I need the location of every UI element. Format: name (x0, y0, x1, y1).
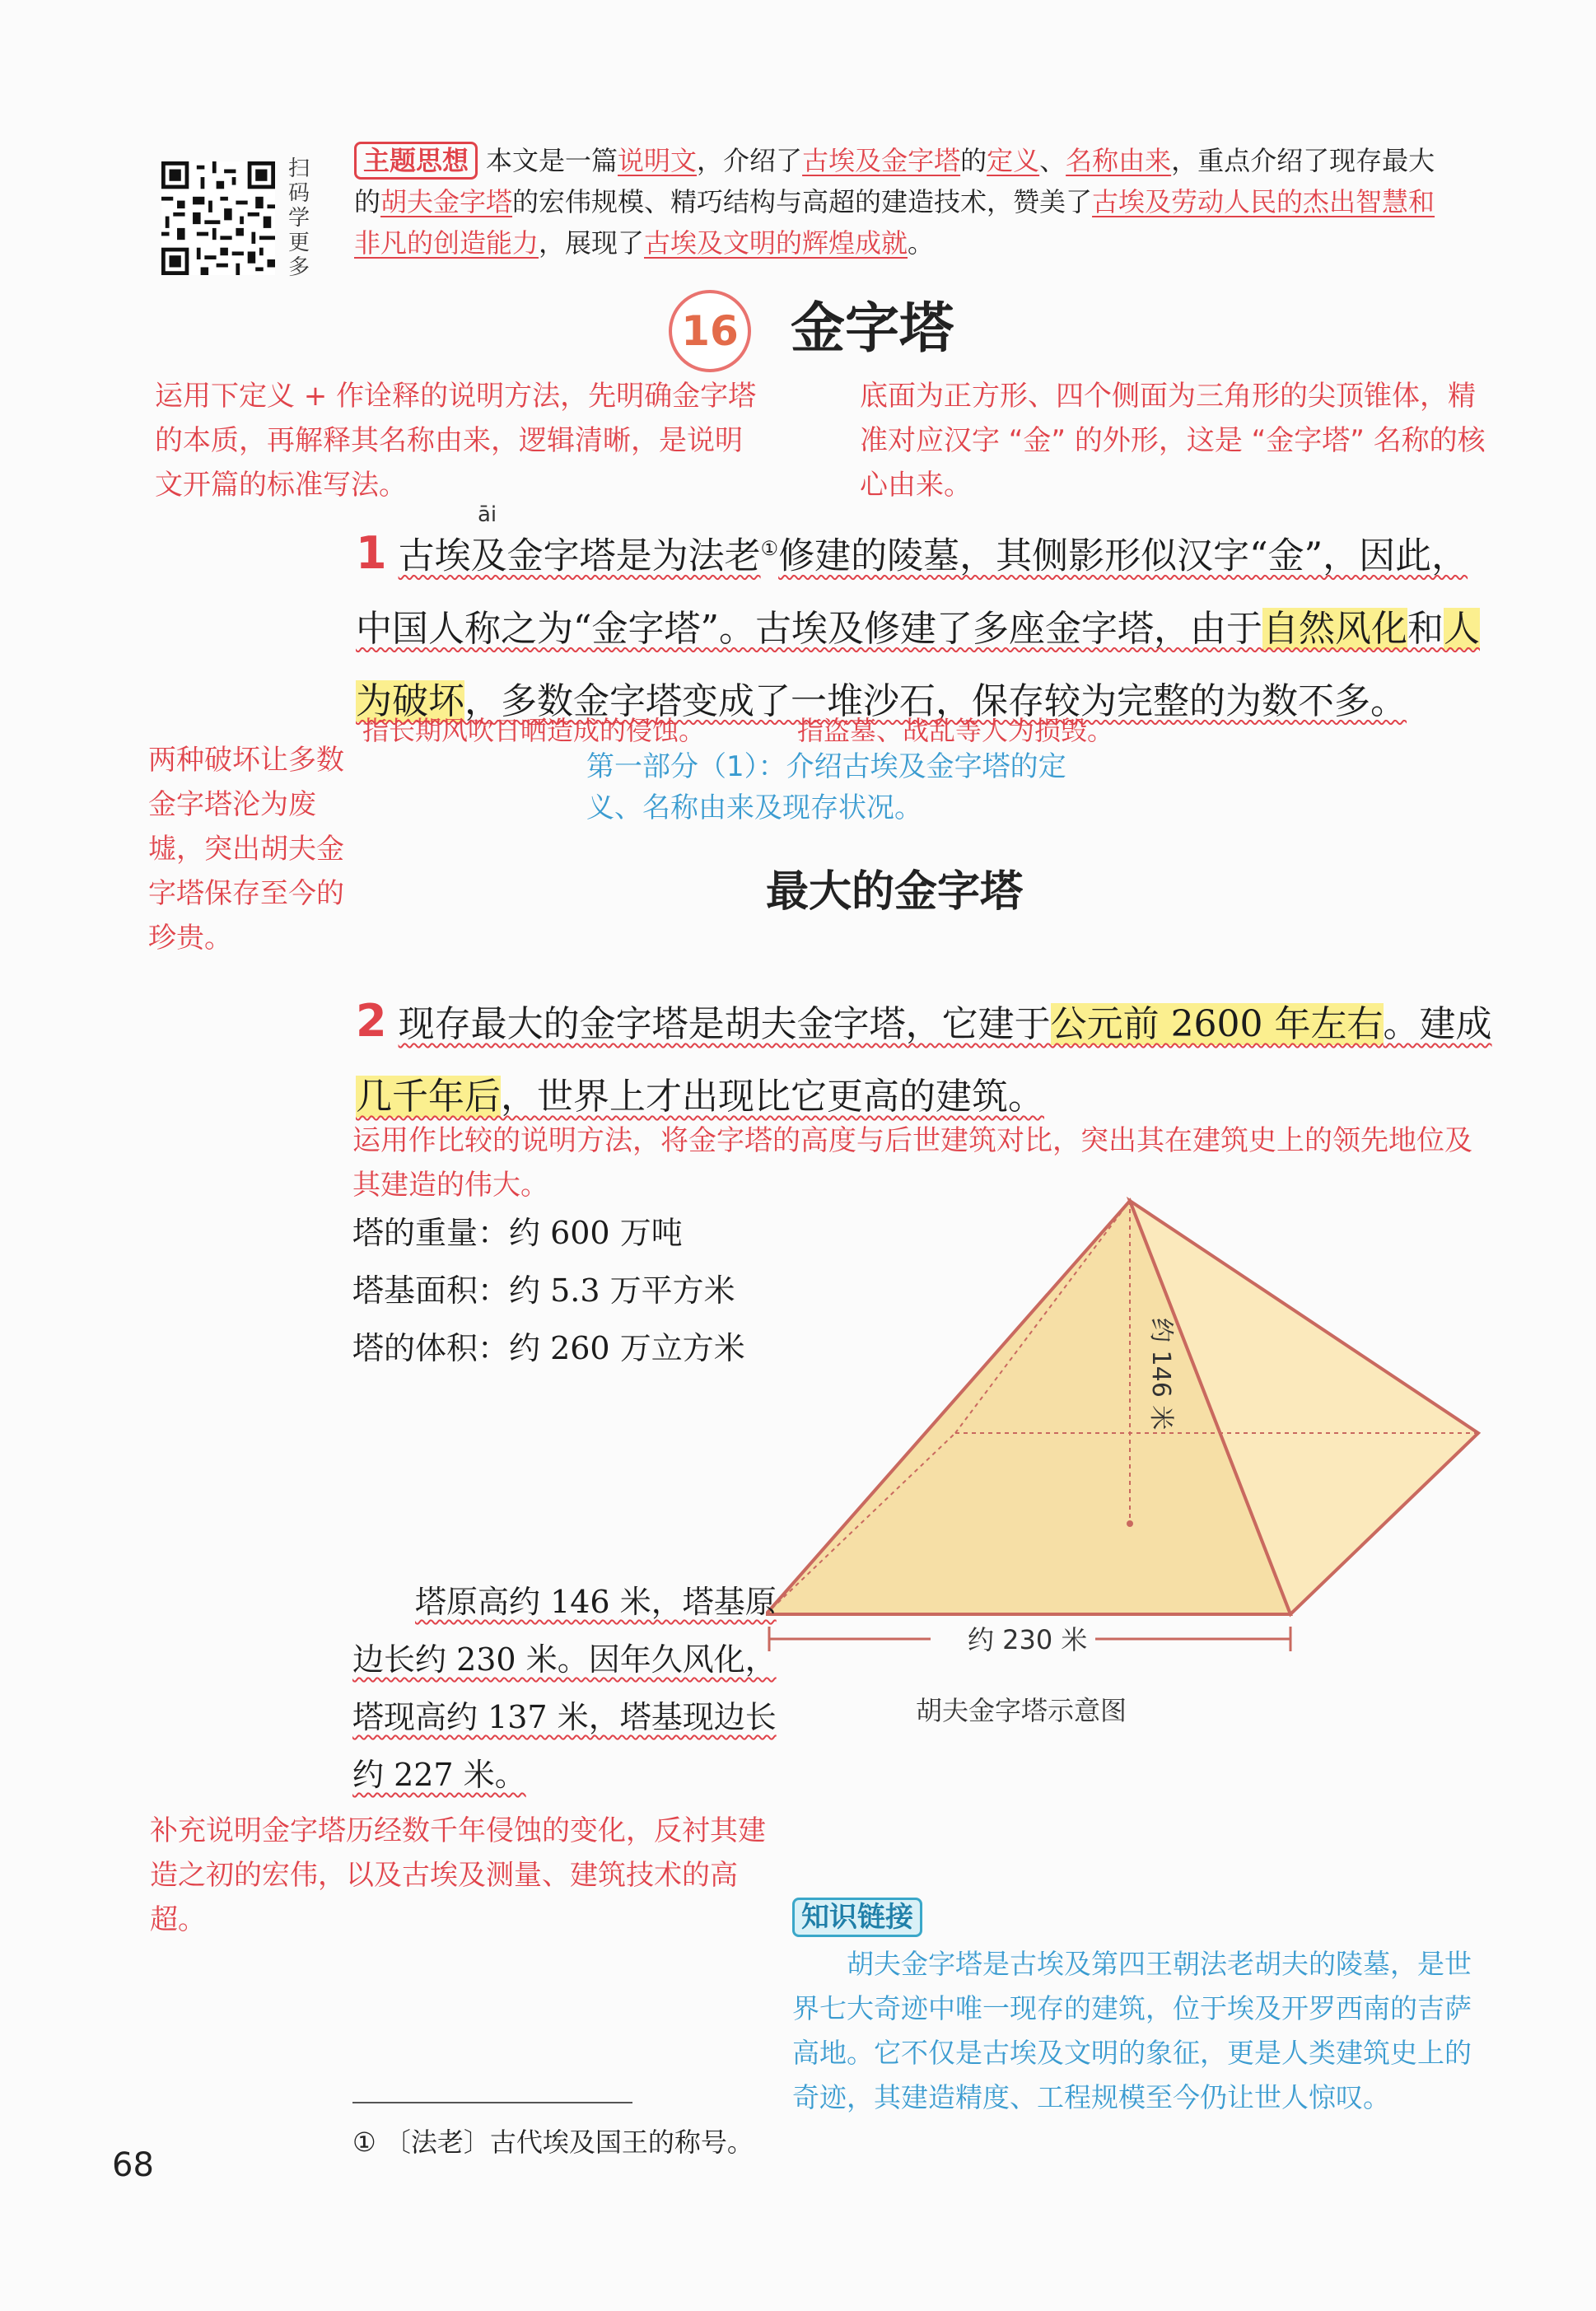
knowledge-link-badge: 知识链接 (792, 1898, 922, 1937)
annotation-supplement: 补充说明金字塔历经数千年侵蚀的变化，反衬其建造之初的宏伟，以及古埃及测量、建筑技术的高超。 (150, 1814, 766, 1936)
footnote-marker: ① (760, 537, 779, 560)
paragraph-1: 1 古埃及金字塔是为法老①修建的陵墓，其侧影形似汉字“金”，因此，中国人称之为“金字塔”。古埃及修建了多座金字塔，由于自然风化和人为破坏，多数金字塔变成了一堆沙石，保存较为完整的为数不多。 (356, 526, 1480, 722)
theme-summary: 主题思想 本文是一篇说明文，介绍了古埃及金字塔的定义、名称由来，重点介绍了现存最大的胡夫金字塔的宏伟规模、精巧结构与高超的建造技术，赞美了古埃及劳动人民的杰出智慧和非凡的创造能力，展现了古埃及文明的辉煌成就。 (354, 140, 1449, 264)
highlight-human-damage: 人为破坏 (356, 607, 1480, 722)
gloss-natural-weathering: 指长期风吹日晒造成的侵蚀。 (362, 715, 706, 746)
paragraph-2: 2 现存最大的金字塔是胡夫金字塔，它建于公元前 2600 年左右。建成几千年后，世界上才出现比它更高的建筑。 (356, 995, 1492, 1118)
annotation-definition-method: 运用下定义 + 作诠释的说明方法，先明确金字塔的本质，再解释其名称由来，逻辑清晰，是说明文开篇的标准写法。 (155, 380, 757, 502)
gloss-human-damage: 指盗墓、战乱等人为损毁。 (797, 715, 1114, 746)
pinyin-annotation: āi (478, 502, 497, 527)
base-center-point (1127, 1520, 1133, 1527)
paragraph-number: 2 (356, 995, 387, 1047)
footnote-divider (352, 2102, 632, 2103)
stat-base-area: 塔基面积：约 5.3 万平方米 (352, 1272, 735, 1309)
knowledge-link-text: 胡夫金字塔是古埃及第四王朝法老胡夫的陵墓，是世界七大奇迹中唯一现存的建筑，位于埃及开罗西南的吉萨高地。它不仅是古埃及文明的象征，更是人类建筑史上的奇迹，其建造精度、工程规模至今仍让世人惊叹。 (792, 1948, 1472, 2113)
qr-code[interactable] (161, 161, 275, 275)
highlight-thousands-years: 几千年后 (356, 1076, 501, 1118)
annotation-name-origin: 底面为正方形、四个侧面为三角形的尖顶锥体，精准对应汉字 “金” 的外形，这是 “金字塔” 名称的核心由来。 (860, 380, 1486, 502)
annotation-comparison: 运用作比较的说明方法，将金字塔的高度与后世建筑对比，突出其在建筑史上的领先地位及其建造的伟大。 (352, 1124, 1472, 1202)
footnote: ① 〔法老〕古代埃及国王的称号。 (352, 2127, 754, 2158)
paragraph-number: 1 (356, 526, 387, 579)
base-length-label: 约 230 米 (968, 1624, 1088, 1655)
paragraph-3: 塔原高约 146 米，塔基原边长约 230 米。因年久风化，塔现高约 137 米，塔基现边长约 227 米。 (352, 1584, 777, 1793)
pyramid-stats (352, 1204, 745, 1377)
pyramid-diagram (766, 1194, 1491, 1721)
scan-to-learn-label: 扫 码 学 更 多 (288, 156, 310, 280)
highlight-natural-weathering: 自然风化 (1262, 607, 1407, 650)
knowledge-link-box (792, 1898, 1484, 2120)
theme-badge: 主题思想 (354, 142, 478, 180)
lesson-number-badge: 16 (669, 290, 751, 372)
highlight-date: 公元前 2600 年左右 (1050, 1003, 1384, 1045)
stat-weight: 塔的重量：约 600 万吨 (352, 1215, 683, 1251)
page-number: 68 (112, 2146, 154, 2184)
height-label: 约 146 米 (1146, 1318, 1175, 1431)
lesson-title: 金字塔 (791, 296, 954, 360)
diagram-caption: 胡夫金字塔示意图 (916, 1695, 1127, 1726)
section-summary-part1: 第一部分（1）：介绍古埃及金字塔的定义、名称由来及现存状况。 (586, 750, 1066, 824)
stat-volume: 塔的体积：约 260 万立方米 (352, 1330, 745, 1366)
section-subtitle: 最大的金字塔 (766, 866, 1024, 917)
annotation-damage: 两种破坏让多数金字塔沦为废墟，突出胡夫金字塔保存至今的珍贵。 (148, 744, 344, 955)
